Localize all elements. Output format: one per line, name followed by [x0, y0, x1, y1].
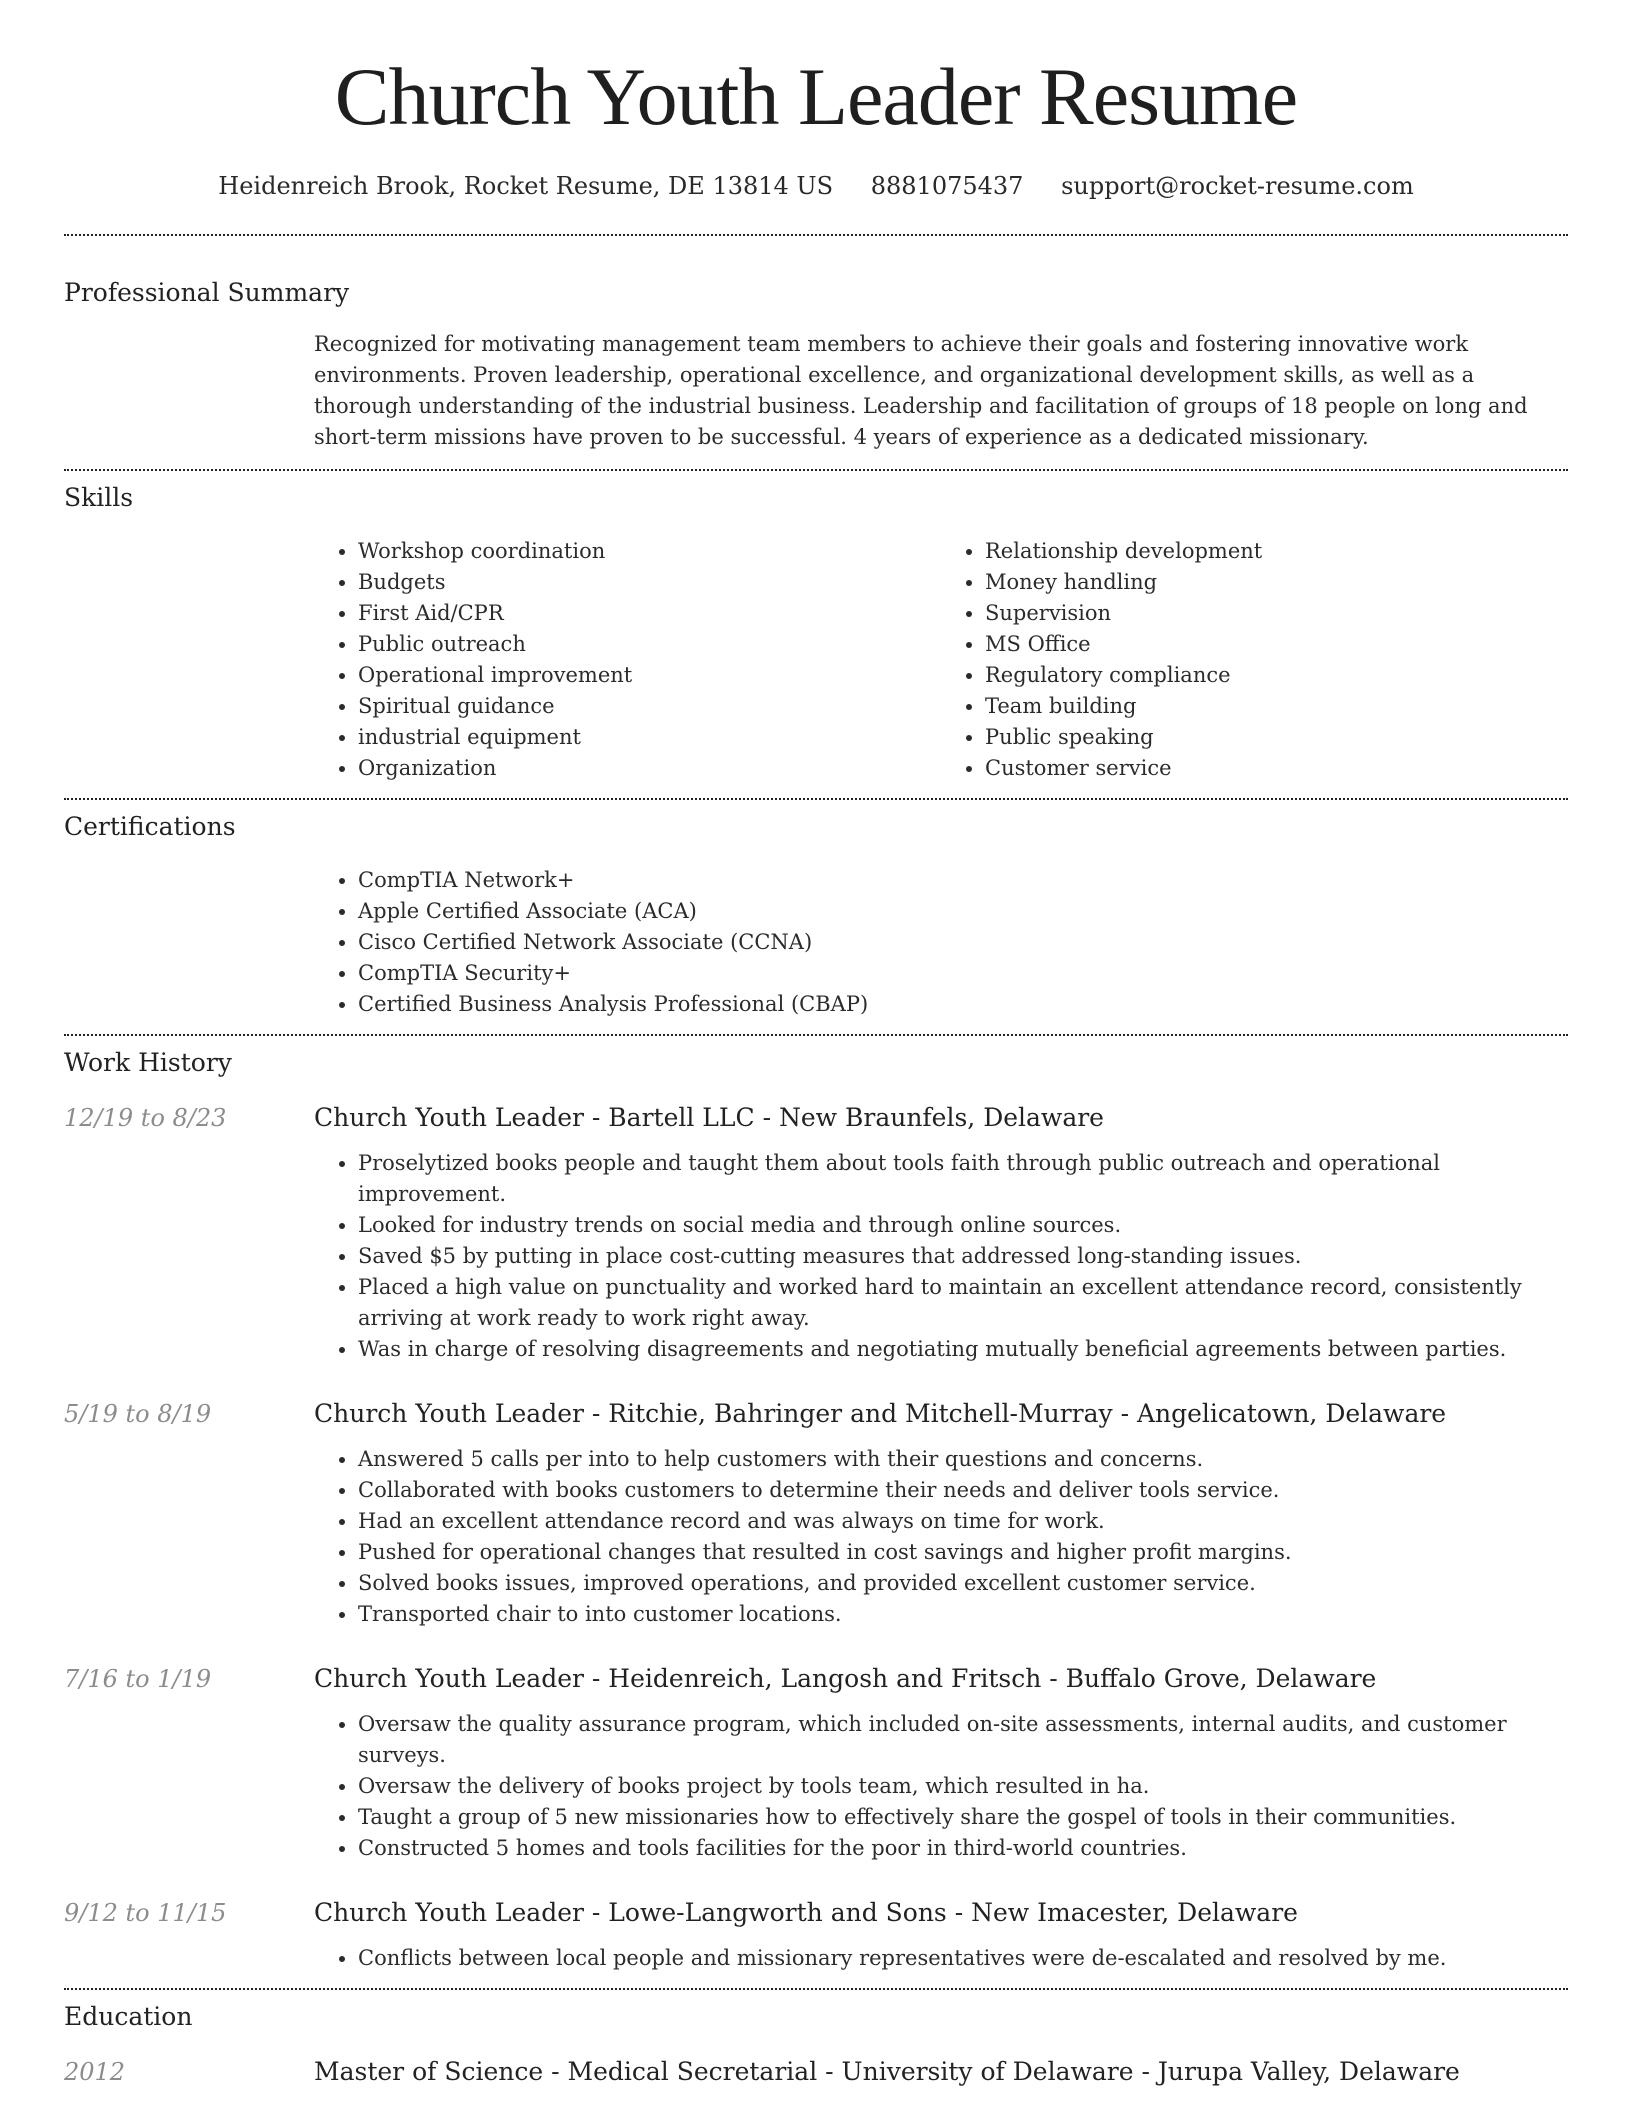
job-bullets	[314, 1444, 1568, 1630]
job-date: 9/12 to 11/15	[64, 1899, 227, 1927]
contact-line	[64, 172, 1568, 200]
list-item: • Solved books issues, improved operations, and provided excellent customer service.	[358, 1568, 1568, 1599]
job-title: Church Youth Leader - Heidenreich, Langosh and Fritsch - Buffalo Grove, Delaware	[314, 1664, 1377, 1693]
list-item: • Regulatory compliance	[985, 660, 1568, 691]
job-entry	[64, 1103, 1568, 1365]
education-heading: Education	[64, 2002, 193, 2031]
list-item: • Budgets	[358, 567, 941, 598]
contact-email: support@rocket-resume.com	[1061, 172, 1414, 200]
job-bullet-list	[314, 1943, 1568, 1974]
list-item: • Constructed 5 homes and tools facilities for the poor in third-world countries.	[358, 1833, 1568, 1864]
certifications-list	[314, 865, 1568, 1020]
job-header	[64, 1103, 1568, 1132]
job-title: Church Youth Leader - Ritchie, Bahringer and Mitchell-Murray - Angelicatown, Delaware	[314, 1399, 1447, 1428]
summary-section	[64, 278, 1568, 453]
list-item: • Placed a high value on punctuality and worked hard to maintain an excellent attendance record, consistently arriving at work ready to work right away.	[358, 1272, 1568, 1334]
list-item: • Oversaw the delivery of books project by tools team, which resulted in ha.	[358, 1771, 1568, 1802]
list-item: • Conflicts between local people and missionary representatives were de-escalated and resolved by me.	[358, 1943, 1568, 1974]
summary-heading: Professional Summary	[64, 278, 350, 307]
job-entry	[64, 1898, 1568, 1974]
list-item: • Supervision	[985, 598, 1568, 629]
job-bullets	[314, 1148, 1568, 1365]
list-item: • CompTIA Security+	[358, 958, 1568, 989]
job-header	[64, 1898, 1568, 1927]
list-item: • Public speaking	[985, 722, 1568, 753]
skills-list	[314, 536, 1568, 784]
certifications-section	[64, 812, 1568, 1020]
list-item: • Cisco Certified Network Associate (CCNA)	[358, 927, 1568, 958]
contact-phone: 8881075437	[870, 172, 1024, 200]
summary-text: Recognized for motivating management team members to achieve their goals and fostering innovative work environments. Proven leadership, operational excellence, and organizational development skills, as well as a thorough understanding of the industrial business. Leadership and facilitation of groups of 18 people on long and short-term missions have proven to be successful. 4 years of experience as a dedicated missionary.	[314, 332, 1528, 449]
job-date: 12/19 to 8/23	[64, 1104, 227, 1132]
list-item: • CompTIA Network+	[358, 865, 1568, 896]
list-item: • Operational improvement	[358, 660, 941, 691]
list-item: • Looked for industry trends on social media and through online sources.	[358, 1210, 1568, 1241]
list-item: • Spiritual guidance	[358, 691, 941, 722]
certifications-heading: Certifications	[64, 812, 236, 841]
divider	[64, 798, 1568, 800]
job-title: Church Youth Leader - Bartell LLC - New Braunfels, Delaware	[314, 1103, 1104, 1132]
list-item: • Transported chair to into customer locations.	[358, 1599, 1568, 1630]
job-entry	[64, 1399, 1568, 1630]
divider	[64, 234, 1568, 236]
contact-address: Heidenreich Brook, Rocket Resume, DE 13814 US	[218, 172, 834, 200]
job-bullet-list	[314, 1148, 1568, 1365]
job-header	[64, 1664, 1568, 1693]
list-item: • Workshop coordination	[358, 536, 941, 567]
list-item: • Oversaw the quality assurance program, which included on-site assessments, internal audits, and customer surveys.	[358, 1709, 1568, 1771]
job-title: Church Youth Leader - Lowe-Langworth and Sons - New Imacester, Delaware	[314, 1898, 1298, 1927]
education-date: 2012	[64, 2058, 126, 2086]
list-item: • Apple Certified Associate (ACA)	[358, 896, 1568, 927]
skills-column-right	[941, 536, 1568, 784]
divider	[64, 469, 1568, 471]
list-item: • Had an excellent attendance record and was always on time for work.	[358, 1506, 1568, 1537]
list-item: • Relationship development	[985, 536, 1568, 567]
skills-heading: Skills	[64, 483, 134, 512]
work-heading: Work History	[64, 1048, 232, 1077]
list-item: • Pushed for operational changes that resulted in cost savings and higher profit margins.	[358, 1537, 1568, 1568]
list-item: • Organization	[358, 753, 941, 784]
page-title: Church Youth Leader Resume	[334, 51, 1298, 142]
job-date: 5/19 to 8/19	[64, 1400, 212, 1428]
list-item: • Answered 5 calls per into to help customers with their questions and concerns.	[358, 1444, 1568, 1475]
job-bullet-list	[314, 1709, 1568, 1864]
education-title: Master of Science - Medical Secretarial - University of Delaware - Jurupa Valley, Delaware	[314, 2057, 1460, 2086]
job-bullets	[314, 1709, 1568, 1864]
list-item: • Certified Business Analysis Professional (CBAP)	[358, 989, 1568, 1020]
job-list	[64, 1103, 1568, 1974]
list-item: • Customer service	[985, 753, 1568, 784]
job-header	[64, 1399, 1568, 1428]
skills-section	[64, 483, 1568, 784]
job-entry	[64, 1664, 1568, 1864]
list-item: • Taught a group of 5 new missionaries how to effectively share the gospel of tools in their communities.	[358, 1802, 1568, 1833]
skills-column-left	[314, 536, 941, 784]
education-section	[64, 2002, 1568, 2086]
list-item: • Saved $5 by putting in place cost-cutting measures that addressed long-standing issues.	[358, 1241, 1568, 1272]
list-item: • MS Office	[985, 629, 1568, 660]
job-bullet-list	[314, 1444, 1568, 1630]
cert-items	[314, 865, 1568, 1020]
list-item: • Team building	[985, 691, 1568, 722]
list-item: • Was in charge of resolving disagreements and negotiating mutually beneficial agreements between parties.	[358, 1334, 1568, 1365]
divider	[64, 1988, 1568, 1990]
list-item: • Collaborated with books customers to determine their needs and deliver tools service.	[358, 1475, 1568, 1506]
list-item: • Public outreach	[358, 629, 941, 660]
job-date: 7/16 to 1/19	[64, 1665, 212, 1693]
education-list	[64, 2057, 1568, 2086]
work-section	[64, 1048, 1568, 1974]
list-item: • industrial equipment	[358, 722, 941, 753]
job-bullets	[314, 1943, 1568, 1974]
education-entry	[64, 2057, 1568, 2086]
divider	[64, 1034, 1568, 1036]
list-item: • Money handling	[985, 567, 1568, 598]
list-item: • First Aid/CPR	[358, 598, 941, 629]
list-item: • Proselytized books people and taught them about tools faith through public outreach and operational improvement.	[358, 1148, 1568, 1210]
